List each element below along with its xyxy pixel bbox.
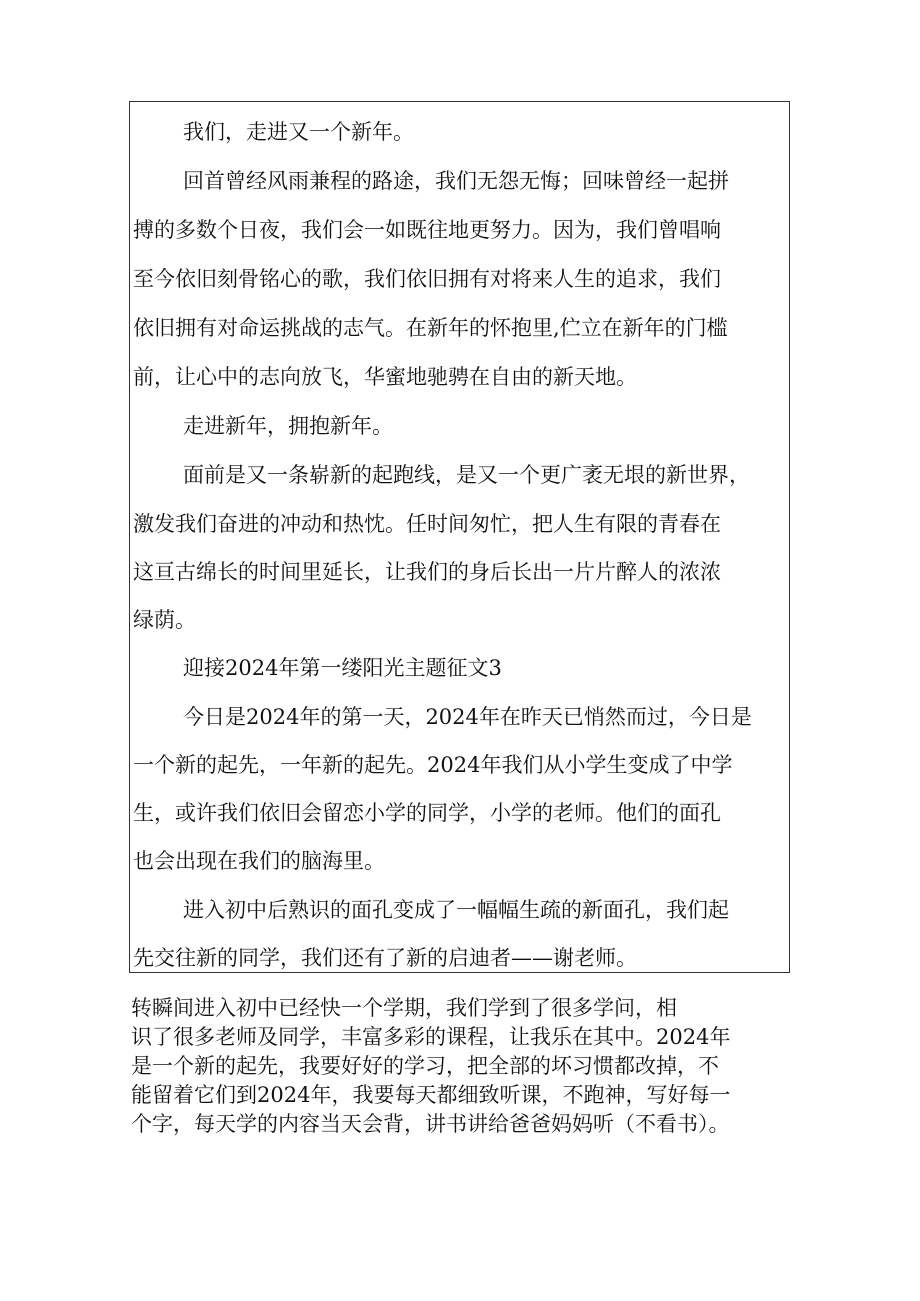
paragraph-1: 我们，走进又一个新年。 xyxy=(183,120,414,144)
paragraph-2-line-5: 前，让心中的志向放飞，华蜜地驰骋在自由的新天地。 xyxy=(133,365,637,389)
bordered-text-box xyxy=(129,101,790,973)
paragraph-2-line-3: 至今依旧刻骨铭心的歌，我们依旧拥有对将来人生的追求，我们 xyxy=(133,267,721,291)
closing-line-5: 个字，每天学的内容当天会背，讲书讲给爸爸妈妈听（不看书）。 xyxy=(131,1112,730,1136)
paragraph-4-line-1: 面前是又一条崭新的起跑线，是又一个更广袤无垠的新世界， xyxy=(183,463,750,487)
paragraph-4-line-2: 激发我们奋进的冲动和热忱。任时间匆忙，把人生有限的青春在 xyxy=(133,512,721,536)
paragraph-2-line-1: 回首曾经风雨兼程的路途，我们无怨无悔；回味曾经一起拼 xyxy=(183,169,729,193)
paragraph-4-line-4: 绿荫。 xyxy=(133,608,196,632)
paragraph-3: 走进新年，拥抱新年。 xyxy=(183,414,393,438)
paragraph-5-line-4: 也会出现在我们的脑海里。 xyxy=(133,849,385,873)
section-heading: 迎接2024年第一缕阳光主题征文3 xyxy=(183,656,502,680)
paragraph-5-line-2: 一个新的起先，一年新的起先。2024年我们从小学生变成了中学 xyxy=(133,753,733,777)
paragraph-5-line-3: 生，或许我们依旧会留恋小学的同学，小学的老师。他们的面孔 xyxy=(133,801,721,825)
paragraph-4-line-3: 这亘古绵长的时间里延长，让我们的身后长出一片片醉人的浓浓 xyxy=(133,560,721,584)
paragraph-5-line-1: 今日是2024年的第一天，2024年在昨天已悄然而过，今日是 xyxy=(183,705,752,729)
closing-paragraph xyxy=(131,994,811,1139)
paragraph-6-line-2: 先交往新的同学，我们还有了新的启迪者——谢老师。 xyxy=(133,946,637,970)
paragraph-2-line-2: 搏的多数个日夜，我们会一如既往地更努力。因为，我们曾唱响 xyxy=(133,218,721,242)
paragraph-2-line-4: 依旧拥有对命运挑战的志气。在新年的怀抱里,伫立在新年的门槛 xyxy=(133,316,728,340)
closing-line-1: 转瞬间进入初中已经快一个学期，我们学到了很多学问，相 xyxy=(131,996,677,1020)
closing-line-2: 识了很多老师及同学，丰富多彩的课程，让我乐在其中。2024年 xyxy=(131,1025,731,1049)
closing-line-4: 能留着它们到2024年，我要每天都细致听课，不跑神，写好每一 xyxy=(131,1083,731,1107)
paragraph-6-line-1: 进入初中后熟识的面孔变成了一幅幅生疏的新面孔，我们起 xyxy=(183,898,729,922)
closing-line-3: 是一个新的起先，我要好好的学习，把全部的坏习惯都改掉，不 xyxy=(131,1054,719,1078)
